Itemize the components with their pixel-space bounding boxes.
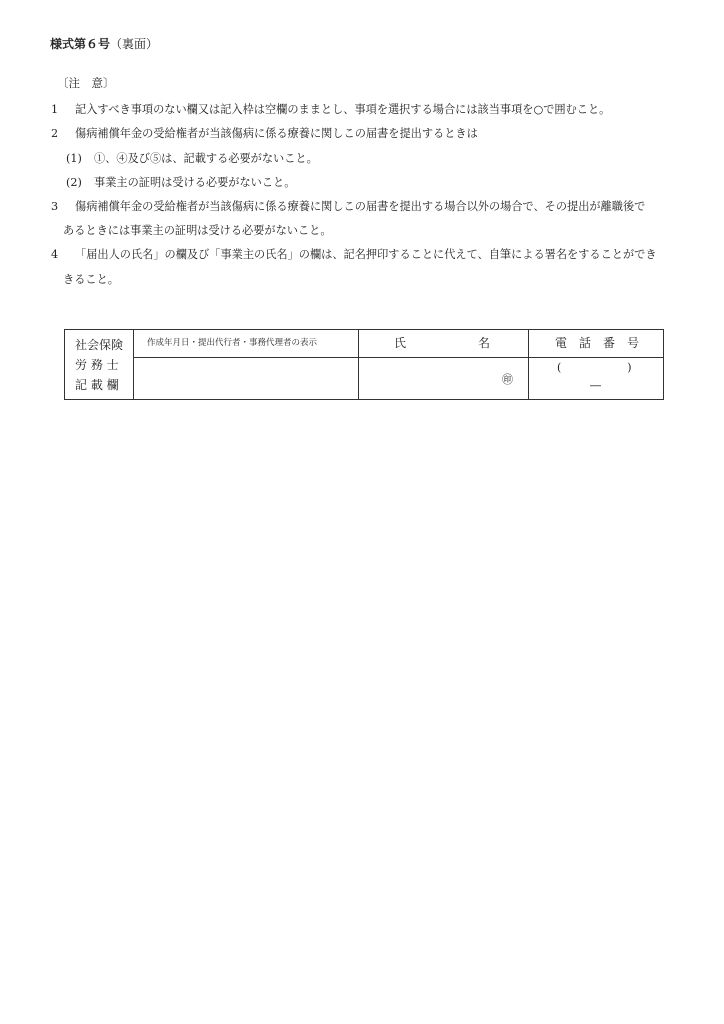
subnote-number: (1) bbox=[66, 152, 82, 165]
sharoushi-entry-table bbox=[64, 329, 664, 400]
date-agent-field[interactable] bbox=[134, 358, 357, 400]
form-side: （裏面） bbox=[110, 37, 159, 51]
note-number: 3 bbox=[51, 200, 59, 213]
header-date-agent: 作成年月日・提出代行者・事務代理者の表示 bbox=[147, 338, 318, 348]
row-label-line: 労 務 士 bbox=[75, 358, 119, 372]
note-text: 「届出人の氏名」の欄及び「事業主の氏名」の欄は、記名押印することに代えて、自筆による署名をすることができ bbox=[75, 248, 657, 261]
note-number: 4 bbox=[51, 248, 59, 261]
subnote-text: 事業主の証明は受ける必要がないこと。 bbox=[94, 176, 296, 189]
note-number: 2 bbox=[51, 127, 59, 140]
note-number: 1 bbox=[51, 103, 59, 116]
seal-mark: ㊞ bbox=[502, 373, 513, 386]
form-title bbox=[50, 36, 158, 52]
note-text: 傷病補償年金の受給権者が当該傷病に係る療養に関しこの届書を提出するときは bbox=[75, 127, 478, 140]
note-continuation: あるときには事業主の証明は受ける必要がないこと。 bbox=[63, 224, 332, 237]
form-number: 様式第６号 bbox=[50, 37, 111, 51]
row-label-line: 社会保険 bbox=[75, 338, 124, 352]
notes-heading: 〔注 意〕 bbox=[57, 76, 115, 90]
note-text: 記入すべき事項のない欄又は記入枠は空欄のままとし、事項を選択する場合には該当事項を○で囲むこと。 bbox=[75, 103, 611, 116]
phone-area-parens: ( ) bbox=[557, 361, 632, 374]
note-text: 傷病補償年金の受給権者が当該傷病に係る療養に関しこの届書を提出する場合以外の場合で、その提出が離職後で bbox=[75, 200, 646, 213]
subnote-text: ①、④及び⑤は、記載する必要がないこと。 bbox=[94, 152, 318, 165]
row-label-line: 記 載 欄 bbox=[75, 378, 119, 392]
note-continuation: きること。 bbox=[63, 273, 119, 286]
subnote-number: (2) bbox=[66, 176, 82, 189]
header-phone: 電 話 番 号 bbox=[555, 336, 640, 350]
header-name: 氏 名 bbox=[394, 336, 491, 350]
phone-dash: ― bbox=[590, 379, 601, 392]
